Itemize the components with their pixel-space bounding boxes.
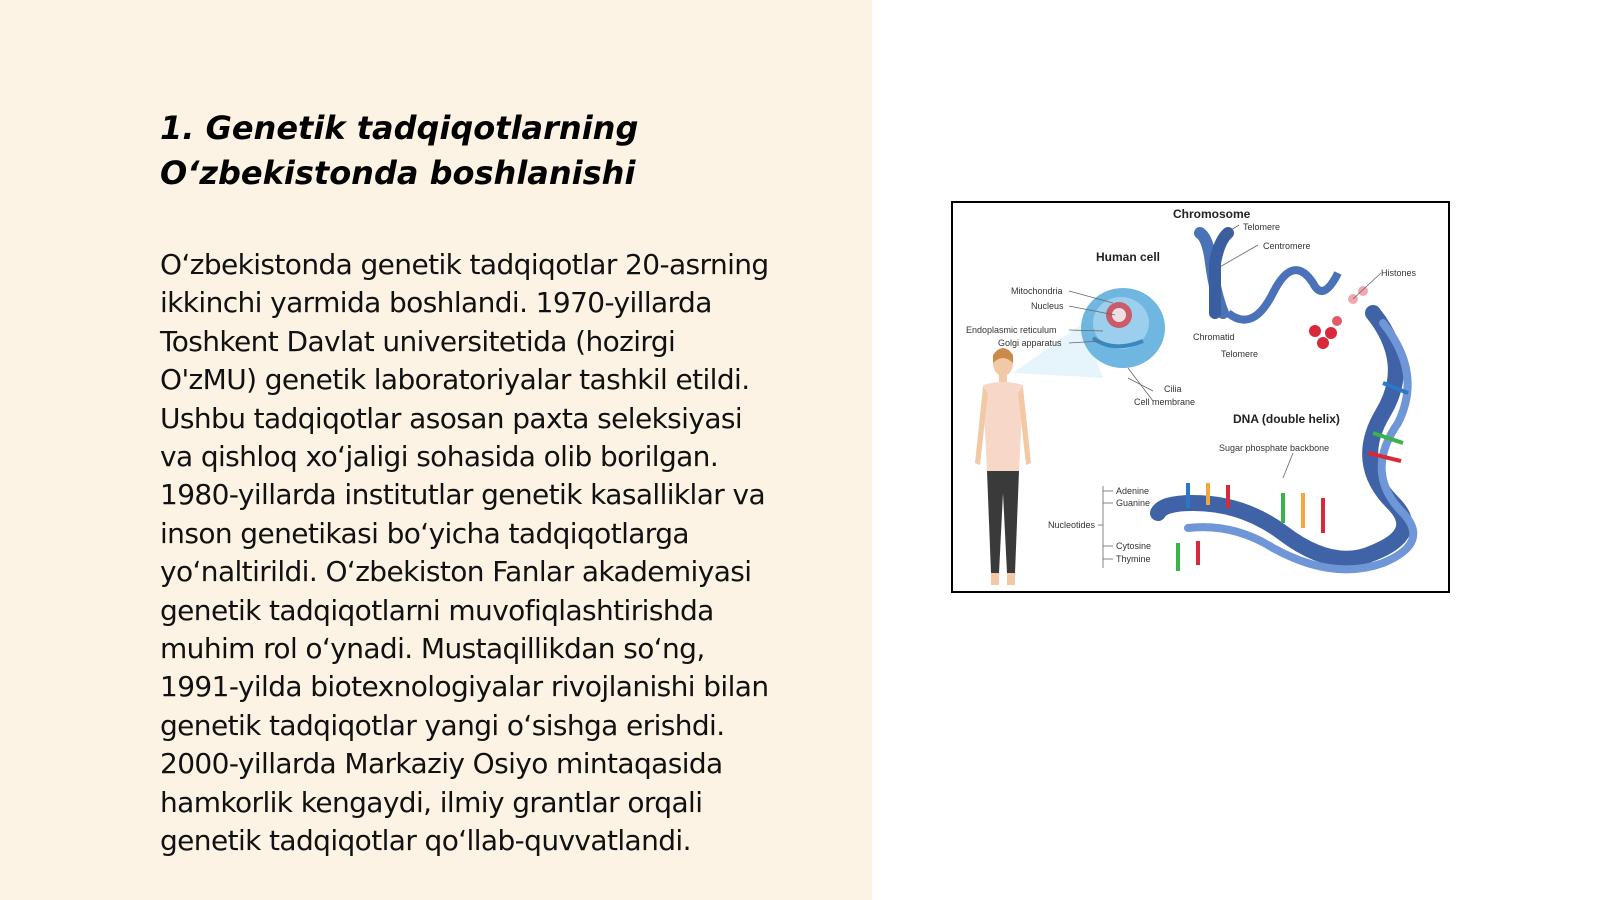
label-telomere-top: Telomere <box>1243 222 1281 232</box>
label-mitochondria: Mitochondria <box>1011 286 1063 296</box>
human-figure <box>975 348 1031 585</box>
label-guanine: Guanine <box>1116 498 1151 508</box>
label-adenine: Adenine <box>1116 486 1150 496</box>
human-cell <box>1081 288 1165 368</box>
label-human-cell: Human cell <box>1096 250 1161 264</box>
label-centromere: Centromere <box>1263 241 1311 251</box>
label-nucleotides: Nucleotides <box>1048 520 1096 530</box>
label-dna-double-helix: DNA (double helix) <box>1233 412 1340 426</box>
label-nucleus: Nucleus <box>1031 301 1064 311</box>
label-sugar-phosphate-backbone: Sugar phosphate backbone <box>1219 443 1330 453</box>
slide-title: 1. Genetik tadqiqotlarning Oʻzbekistonda boshlanishi <box>160 109 639 192</box>
label-histones: Histones <box>1381 268 1417 278</box>
label-chromosome: Chromosome <box>1173 207 1251 221</box>
chromosome-shape <box>1200 233 1228 313</box>
label-endoplasmic-reticulum: Endoplasmic reticulum <box>966 325 1057 335</box>
slide-body-text: Oʻzbekistonda genetik tadqiqotlar 20-asrning ikkinchi yarmida boshlandi. 1970-yillarda Toshkent Davlat universitetida (hozirgi O'zMU) genetik laboratoriyalar tashkil etildi. Ushbu tadqiqotlar asosan paxta seleksiyasi va qishloq xoʻjaligi sohasida olib borilgan. 1980-yillarda institutlar genetik kasalliklar va inson genetikasi boʻyicha tadqiqotlarga yoʻnaltirildi. Oʻzbekiston Fanlar akademiyasi genetik tadqiqotlarni muvofiqlashtirishda muhim rol oʻynadi. Mustaqillikdan soʻng, 1991-yilda biotexnologiyalar rivojlanishi bilan genetik tadqiqotlar yangi oʻsishga erishdi. 2000-yillarda Markaziy Osiyo mintaqasida hamkorlik kengaydi, ilmiy grantlar orqali genetik tadqiqotlar qoʻllab-quvvatlandi. <box>160 248 769 858</box>
label-thymine: Thymine <box>1116 554 1151 564</box>
label-cell-membrane: Cell membrane <box>1134 397 1196 407</box>
label-cytosine: Cytosine <box>1116 541 1152 551</box>
histones <box>1309 286 1368 349</box>
label-golgi-apparatus: Golgi apparatus <box>998 338 1062 348</box>
dna-chromosome-diagram <box>953 203 1448 591</box>
genetics-illustration <box>951 201 1450 593</box>
label-telomere-bottom: Telomere <box>1221 349 1259 359</box>
label-cilia: Cilia <box>1164 384 1182 394</box>
label-chromatid: Chromatid <box>1193 332 1235 342</box>
dna-double-helix <box>1158 313 1413 571</box>
